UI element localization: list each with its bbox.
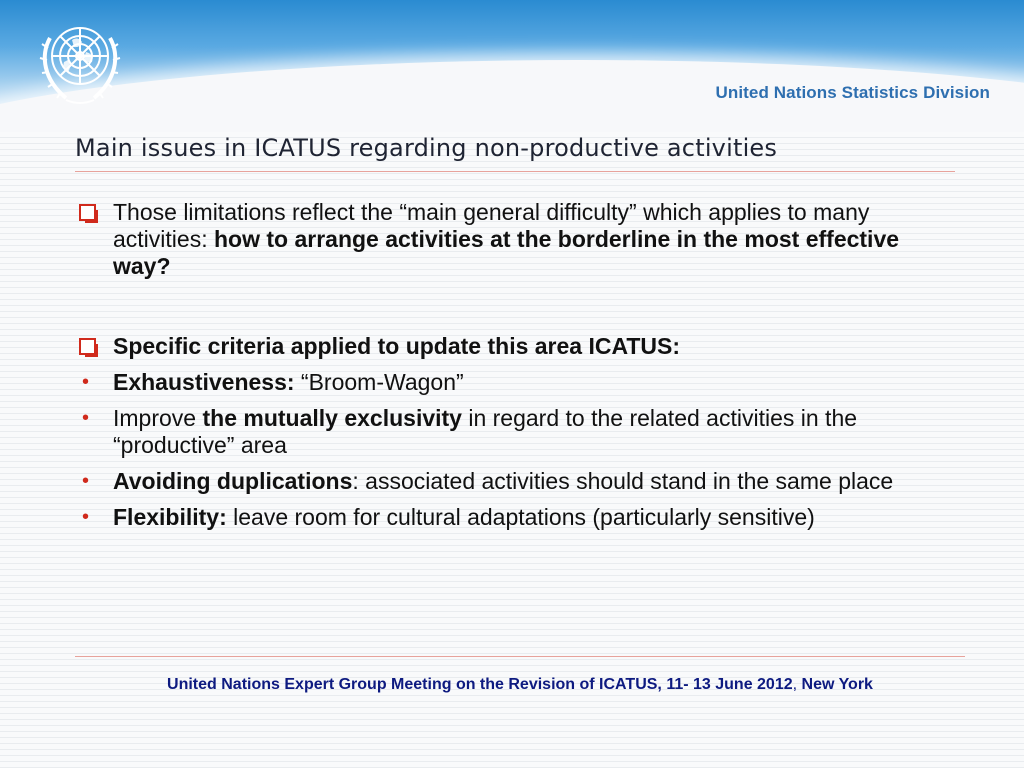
item-text-bold: the mutually exclusivity bbox=[202, 405, 462, 431]
un-emblem-icon bbox=[28, 8, 132, 112]
slide-content bbox=[78, 199, 958, 531]
item-text-bold: Avoiding duplications bbox=[113, 468, 353, 494]
item-text: : associated activities should stand in the same place bbox=[352, 468, 894, 494]
footer-divider bbox=[75, 656, 965, 657]
slide-title: Main issues in ICATUS regarding non-productive activities bbox=[75, 134, 778, 162]
footer-caption bbox=[90, 674, 950, 696]
footer-location: New York bbox=[801, 676, 873, 693]
footer-text: United Nations Expert Group Meeting on the Revision of ICATUS, 11- 13 June 2012 bbox=[167, 676, 793, 693]
item-text: in regard to the related activities in the “productive” area bbox=[113, 405, 858, 458]
list-item: • Flexibility: leave room for cultural adaptations (particularly sensitive) bbox=[82, 504, 815, 530]
item-text-bold: Flexibility: bbox=[113, 504, 227, 530]
item-text-bold: Exhaustiveness: bbox=[113, 369, 295, 395]
organization-name: United Nations Statistics Division bbox=[715, 83, 990, 102]
list-item bbox=[78, 199, 958, 280]
list-item bbox=[78, 333, 958, 360]
item-text-bold: how to arrange activities at the borderline in the most effective way? bbox=[113, 226, 900, 279]
footer-separator: , bbox=[792, 676, 802, 693]
item-text: “Broom-Wagon” bbox=[294, 369, 464, 395]
item-text: Those limitations reflect the “main general difficulty” which applies to many activities: bbox=[113, 199, 870, 252]
title-divider bbox=[75, 171, 955, 172]
item-text: leave room for cultural adaptations (particularly sensitive) bbox=[226, 504, 815, 530]
list-item: • Avoiding duplications: associated activities should stand in the same place bbox=[82, 468, 894, 494]
list-item: • Exhaustiveness: “Broom-Wagon” bbox=[82, 369, 464, 395]
item-text: Improve bbox=[113, 405, 203, 431]
list-item: • Improve the mutually exclusivity in regard to the related activities in the “productive” area bbox=[82, 405, 858, 458]
header-banner bbox=[0, 0, 1024, 132]
item-text-bold: Specific criteria applied to update this area ICATUS: bbox=[113, 333, 681, 359]
